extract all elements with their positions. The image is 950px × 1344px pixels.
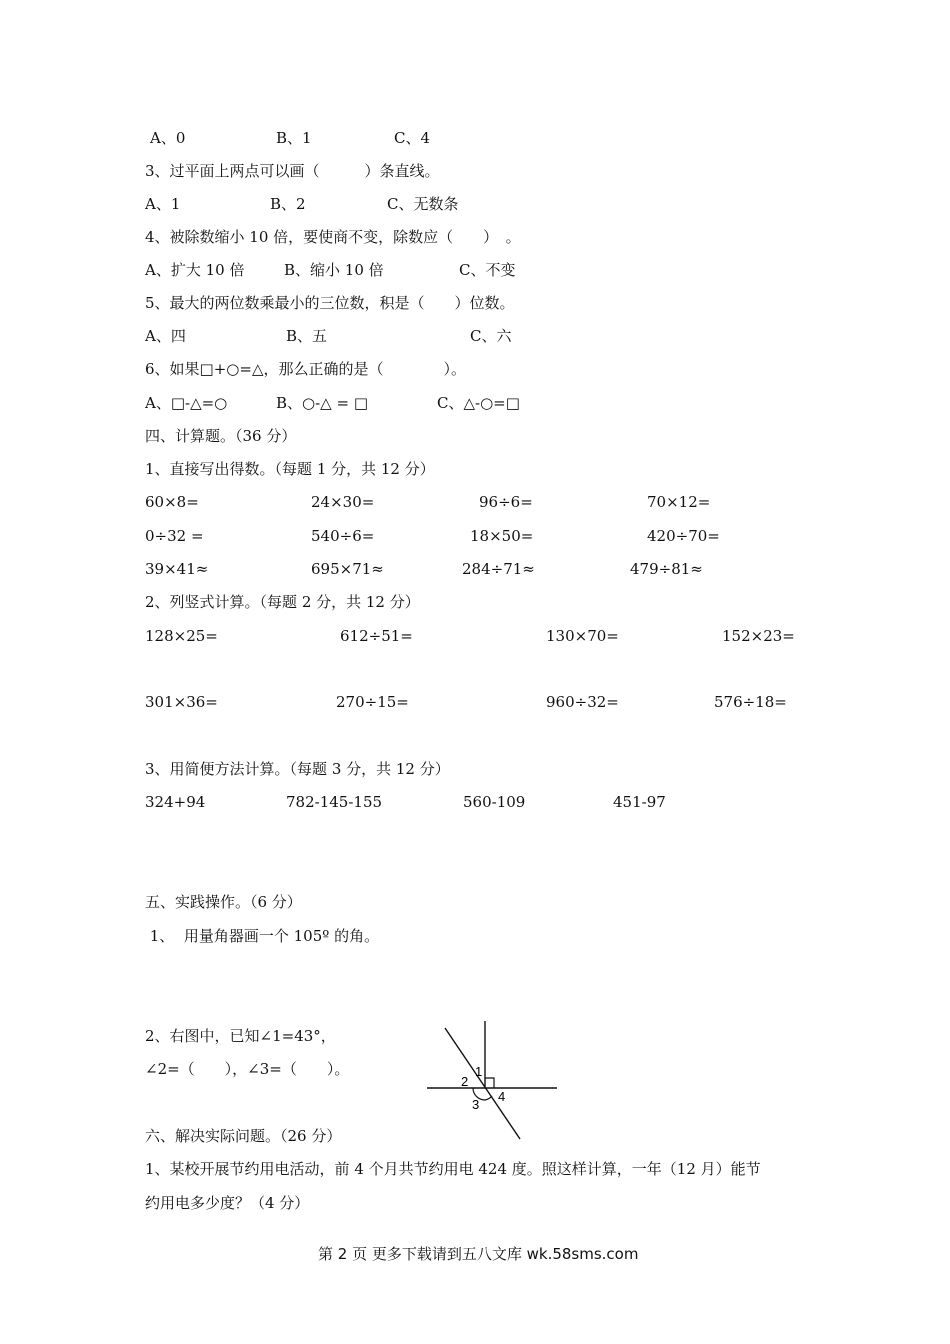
oral-calc-item: 420÷70= — [647, 527, 720, 545]
q3-question: 3、过平面上两点可以画（ ）条直线。 — [145, 162, 440, 180]
angle-label-4: 4 — [498, 1089, 506, 1104]
q4-option-b: B、缩小 10 倍 — [284, 261, 384, 279]
q5-option-c: C、六 — [470, 327, 512, 345]
q3-option-c: C、无数条 — [387, 195, 459, 213]
q4-option-a: A、扩大 10 倍 — [145, 261, 245, 279]
q2-option-c: C、4 — [394, 129, 431, 147]
right-angle-mark — [485, 1078, 494, 1088]
angle-label-3: 3 — [472, 1097, 480, 1112]
oral-calc-item: 96÷6= — [479, 493, 533, 511]
simplify-calc-item: 451-97 — [613, 793, 666, 811]
section5-q1: 1、 用量角器画一个 105º 的角。 — [145, 927, 380, 945]
q4-option-c: C、不变 — [459, 261, 516, 279]
oral-calc-item: 540÷6= — [311, 527, 375, 545]
oral-calc-item: 479÷81≈ — [630, 560, 703, 578]
oral-calc-item: 24×30= — [311, 493, 375, 511]
simplify-calc-item: 324+94 — [145, 793, 206, 811]
page-footer: 第 2 页 更多下载请到五八文库 wk.58sms.com — [318, 1245, 639, 1263]
oral-calc-item: 70×12= — [647, 493, 711, 511]
q2-option-b: B、1 — [276, 129, 312, 147]
vertical-calc-item: 152×23= — [722, 627, 795, 645]
q6-option-b: B、○-△ = □ — [276, 394, 368, 412]
section4-title: 四、计算题。（36 分） — [145, 427, 297, 445]
q3-option-a: A、1 — [145, 195, 181, 213]
section5-q2-line1: 2、右图中，已知∠1=43°， — [145, 1027, 336, 1045]
oral-calc-item: 284÷71≈ — [462, 560, 535, 578]
oral-calc-item: 39×41≈ — [145, 560, 209, 578]
simplify-calc-item: 560-109 — [463, 793, 526, 811]
vertical-calc-item: 301×36= — [145, 693, 218, 711]
angle-label-1: 1 — [475, 1064, 483, 1079]
section4-part1-title: 1、直接写出得数。（每题 1 分，共 12 分） — [145, 460, 435, 478]
q3-option-b: B、2 — [270, 195, 306, 213]
vertical-calc-item: 128×25= — [145, 627, 218, 645]
oral-calc-item: 18×50= — [470, 527, 534, 545]
section5-q2-line2: ∠2=（ ），∠3=（ ）。 — [145, 1060, 350, 1078]
q5-option-b: B、五 — [286, 327, 328, 345]
section4-part3-title: 3、用简便方法计算。（每题 3 分，共 12 分） — [145, 760, 450, 778]
q5-question: 5、最大的两位数乘最小的三位数，积是（ ）位数。 — [145, 294, 515, 312]
vertical-calc-item: 270÷15= — [336, 693, 409, 711]
q4-question: 4、被除数缩小 10 倍，要使商不变，除数应（ ） 。 — [145, 228, 521, 246]
angle-label-2: 2 — [461, 1074, 469, 1089]
section6-q1-line1: 1、某校开展节约用电活动，前 4 个月共节约用电 424 度。照这样计算，一年（12 月）能节 — [145, 1160, 761, 1178]
section5-title: 五、实践操作。（6 分） — [145, 893, 302, 911]
vertical-calc-item: 960÷32= — [546, 693, 619, 711]
vertical-calc-item: 612÷51= — [340, 627, 413, 645]
oral-calc-item: 60×8= — [145, 493, 199, 511]
section6-title: 六、解决实际问题。（26 分） — [145, 1127, 342, 1145]
section6-q1-line2: 约用电多少度？（4 分） — [145, 1194, 310, 1212]
q6-option-c: C、△-○=□ — [437, 394, 520, 412]
q5-option-a: A、四 — [145, 327, 186, 345]
simplify-calc-item: 782-145-155 — [286, 793, 383, 811]
section4-part2-title: 2、列竖式计算。（每题 2 分，共 12 分） — [145, 593, 420, 611]
q2-option-a: A、0 — [150, 129, 186, 147]
vertical-calc-item: 576÷18= — [714, 693, 787, 711]
vertical-calc-item: 130×70= — [546, 627, 619, 645]
q6-option-a: A、□-△=○ — [145, 394, 228, 412]
oral-calc-item: 0÷32 = — [145, 527, 204, 545]
oral-calc-item: 695×71≈ — [311, 560, 384, 578]
q6-question: 6、如果□+○=△，那么正确的是（ ）。 — [145, 360, 466, 378]
angle-figure — [420, 1015, 565, 1145]
diagonal-line — [445, 1028, 520, 1139]
